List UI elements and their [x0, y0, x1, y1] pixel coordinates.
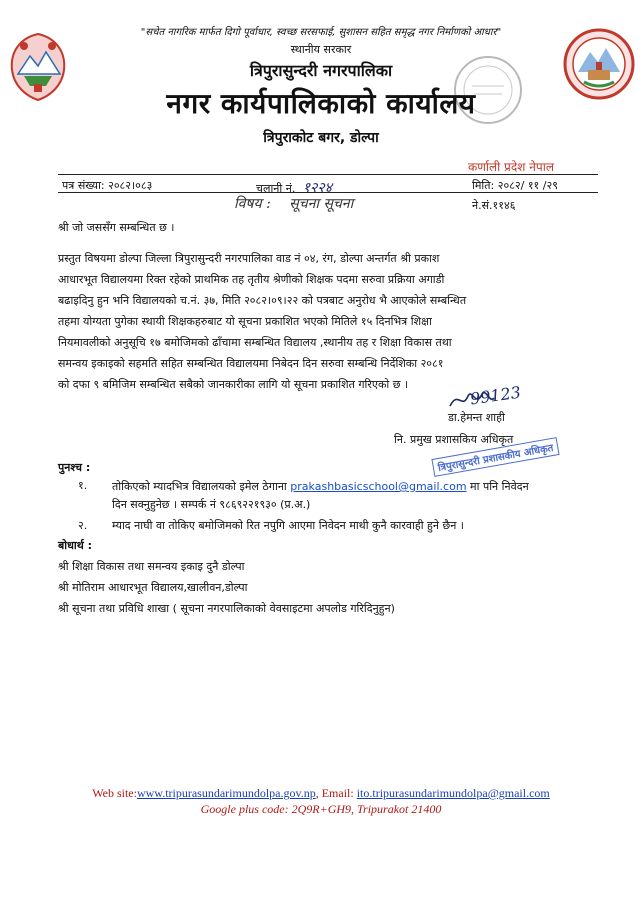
paragraph-line: तहमा योग्यता पुगेका स्थायी शिक्षकहरुबाट यो सूचना प्रकाशित भएको मितिले १५ दिनभित्र शिक्षा [58, 315, 432, 328]
signatory-title: नि. प्रमुख प्रशासकिय अधिकृत [394, 433, 514, 446]
postscript-item-number: २. [78, 519, 88, 532]
subject-line [234, 194, 353, 213]
subject-text: सूचना सूचना [289, 196, 354, 212]
postscript-item-2: म्याद नाघी वा तोकिए बमोजिमको रित नपुगि आएमा निवेदन माथी कुनै कारवाही हुने छैन । [112, 519, 464, 532]
postscript-item-1 [112, 478, 562, 514]
official-stamp: त्रिपुरासुन्दरी प्रशासकीय अधिकृत [431, 437, 559, 477]
dispatch-number: १२२४ [302, 180, 332, 196]
postscript-item-text: दिन सक्नुहुनेछ । सम्पर्क नं ९८६९२२१९३० (प्र.अ.) [112, 498, 311, 511]
subject-label: विषय : [234, 196, 271, 212]
postscript-item-text: मा पनि निवेदन [470, 480, 529, 493]
paragraph-line: प्रस्तुत विषयमा डोल्पा जिल्ला त्रिपुरासुन्दरी नगरपालिका वाड नं ०४, रंग, डोल्पा अन्तर्गत श्री प्रकाश [58, 252, 440, 265]
cc-item: श्री शिक्षा विकास तथा समन्वय इकाइ दुनै डोल्पा [58, 560, 245, 573]
paragraph-line: बढाइदिनु हुन भनि विद्यालयको च.नं. ३७, मिति २०८२।०९।२२ को पत्रबाट अनुरोध भै आएकोले सम्बन्धित [58, 294, 467, 307]
salutation: श्री जो जससँग सम्बन्धित छ । [58, 221, 175, 234]
letter-number: पत्र संख्या: २०८२।०८३ [62, 179, 153, 192]
signatory-name: डा.हेमन्त शाही [448, 411, 505, 424]
office-address: त्रिपुराकोट बगर, डोल्पा [263, 130, 379, 146]
dispatch-label: चलानी नं. [256, 182, 296, 195]
email-label: , Email: [315, 786, 354, 800]
cc-list [58, 556, 395, 619]
meta-divider [58, 192, 598, 193]
school-email-link[interactable]: prakashbasicschool@gmail.com [290, 480, 467, 493]
postscript-heading: पुनश्च : [58, 461, 91, 474]
header-motto: "सचेत नागरिक मार्फत दिगो पूर्वाधार, स्वच्छ सरसफाई, सुशासन सहित समृद्ध नगर निर्माणको आधार" [140, 27, 502, 38]
office-email-link[interactable]: ito.tripurasundarimundolpa@gmail.com [356, 786, 550, 800]
cc-item: श्री सूचना तथा प्रविधि शाखा ( सूचना नगरपालिकाको वेवसाइटमा अपलोड गरिदिनुहुन) [58, 602, 395, 615]
paragraph-line: नियमावलीको अनुसूचि १७ बमोजिमको ढाँचामा सम्बन्धित विद्यालय ,स्थानीय तह र शिक्षा विकास तथा [58, 336, 452, 349]
signature-scribble-icon [448, 386, 496, 412]
paragraph-line: आधारभूत विद्यालयमा रिक्त रहेको प्राथमिक तह तृतीय श्रेणीको शिक्षक पदमा सरुवा प्रक्रिया अगाडी [58, 273, 445, 286]
notice-paragraph [58, 248, 558, 395]
cc-heading: बोधार्थ : [58, 539, 93, 552]
cc-item: श्री मोतिराम आधारभूत विद्यालय,खालीवन,डोल्पा [58, 581, 248, 594]
plus-code: Google plus code: 2Q9R+GH9, Tripurakot 21400 [200, 802, 442, 816]
postscript-item-number: १. [78, 479, 88, 492]
header-divider [58, 174, 598, 175]
website-label: Web site: [92, 786, 137, 800]
government-label: स्थानीय सरकार [290, 43, 352, 56]
website-link[interactable]: www.tripurasundarimundolpa.gov.np [136, 786, 316, 800]
office-title: नगर कार्यपालिकाको कार्यालय [166, 87, 476, 120]
postscript-item-text: तोकिएको म्यादभित्र विद्यालयको इमेल ठेगाना [112, 480, 287, 493]
paragraph-line: समन्वय इकाइको सहमति सहित सम्बन्धित विद्यालयमा निबेदन दिन सरुवा सम्बन्धि निर्देशिका २०८१ [58, 357, 444, 370]
municipality-name: त्रिपुरासुन्दरी नगरपालिका [249, 61, 393, 80]
nepal-sambat-date: ने.सं.११४६ [472, 199, 516, 212]
letter-date: मिति: २०८२/ ११ /२९ [472, 179, 558, 192]
paragraph-line: को दफा ९ बमिजिम सम्बन्धित सबैको जानकारीका लागि यो सूचना प्रकाशित गरिएको छ । [58, 378, 409, 391]
signature-handwritten: 99123 [468, 382, 522, 409]
footer-contact [0, 786, 642, 801]
province-label: कर्णाली प्रदेश नेपाल [468, 160, 554, 174]
